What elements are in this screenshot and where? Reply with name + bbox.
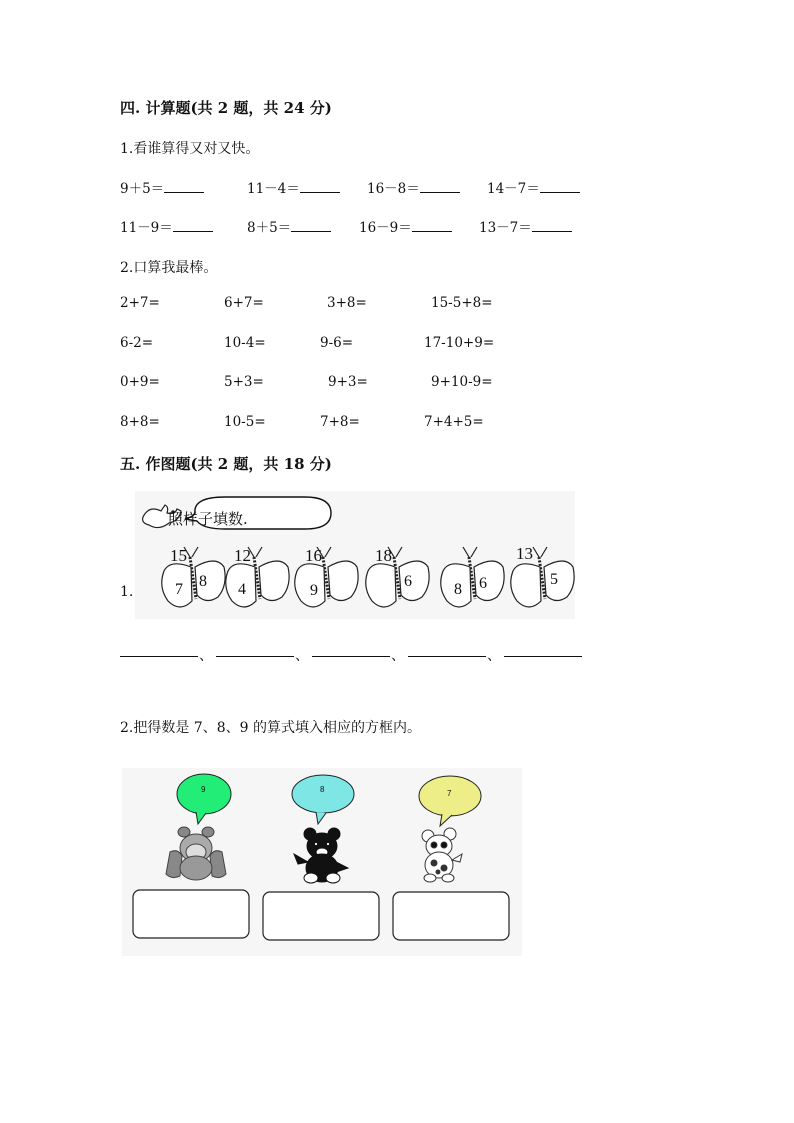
oral-calc-item: 15-5+8= [431,295,493,311]
question-1-number: 1. [120,584,134,600]
answer-line[interactable] [120,656,198,657]
equation-text: 11－9＝ [120,220,173,236]
oral-calc-item: 6-2= [120,335,154,351]
equation-text: 14－7＝ [487,181,540,197]
equation-item [120,216,213,236]
butterfly-right-number: 6 [404,573,412,590]
butterfly-left-number: 8 [454,581,462,598]
butterfly-top-number: 15 [170,546,187,565]
oral-calc-item: 9+3= [328,374,368,390]
answer-blank[interactable] [173,217,213,232]
equation-text: 11－4＝ [247,181,300,197]
oral-calc-item: 10-4= [224,335,266,351]
oral-calc-item: 3+8= [327,295,367,311]
butterfly-left-number: 7 [175,581,183,598]
oral-calc-item: 5+3= [224,374,264,390]
answer-blank[interactable] [540,178,580,193]
speech-text: 照样子填数. [168,510,248,528]
answer-blank[interactable] [420,178,460,193]
separator: 、 [487,648,501,664]
oral-calc-item: 9+10-9= [431,374,493,390]
equation-text: 8＋5＝ [247,220,292,236]
answer-line[interactable] [216,656,294,657]
answer-line[interactable] [408,656,486,657]
answer-box-9 [133,890,249,938]
separator: 、 [199,648,213,664]
bubble-number: 9 [201,785,206,794]
oral-calc-item: 7+4+5= [424,414,484,430]
section-4-title: 四. 计算题(共 2 题，共 24 分) [120,99,332,117]
oral-calc-item: 10-5= [224,414,266,430]
answer-line[interactable] [504,656,582,657]
animals-illustration [122,768,522,956]
bubble-number: 8 [320,785,325,794]
equation-text: 9＋5＝ [120,181,165,197]
animal-2-icon [294,828,348,883]
separator: 、 [295,648,309,664]
equation-item [247,216,331,236]
animal-1-icon [166,827,226,880]
butterfly-left-number: 9 [310,582,318,599]
separator: 、 [391,648,405,664]
question-2-prompt: 2.口算我最棒。 [120,260,218,276]
butterfly-icon [441,547,504,607]
equation-text: 16－8＝ [367,181,420,197]
equation-text: 16－9＝ [359,220,412,236]
butterfly-top-number: 12 [234,546,251,565]
bubble-number: 7 [447,789,452,798]
oral-calc-item: 2+7= [120,295,160,311]
answer-blank[interactable] [291,217,331,232]
butterfly-right-number: 6 [479,575,487,592]
answer-blank[interactable] [532,217,572,232]
oral-calc-item: 9-6= [320,335,354,351]
answer-line[interactable] [312,656,390,657]
equation-item [479,216,572,236]
butterfly-top-number: 13 [516,544,533,563]
answer-blank[interactable] [412,217,452,232]
speech-bubble-8 [292,775,354,824]
equation-item [359,216,452,236]
question-2-prompt: 2.把得数是 7、8、9 的算式填入相应的方框内。 [120,720,421,736]
answer-blank[interactable] [164,178,204,193]
equation-item [487,177,580,197]
butterfly-left-number: 4 [238,581,246,598]
question-1-prompt: 1.看谁算得又对又快。 [120,141,260,157]
speech-bubble-9 [177,774,231,824]
animal-3-icon [422,828,462,882]
answer-box-8 [263,892,379,940]
oral-calc-item: 8+8= [120,414,160,430]
oral-calc-item: 6+7= [224,295,264,311]
equation-text: 13－7＝ [479,220,532,236]
answer-blank[interactable] [300,178,340,193]
oral-calc-item: 7+8= [320,414,360,430]
equation-item [120,177,204,197]
butterfly-right-number: 5 [550,571,558,588]
oral-calc-item: 17-10+9= [424,335,495,351]
butterfly-top-number: 18 [375,546,392,565]
speech-bubble-7 [419,776,481,826]
equation-item [247,177,340,197]
butterfly-top-number: 16 [305,546,322,565]
section-5-title: 五. 作图题(共 2 题，共 18 分) [120,455,332,473]
answer-box-7 [393,892,509,940]
butterfly-right-number: 8 [199,573,207,590]
oral-calc-item: 0+9= [120,374,160,390]
equation-item [367,177,460,197]
animals-picture [122,768,522,956]
